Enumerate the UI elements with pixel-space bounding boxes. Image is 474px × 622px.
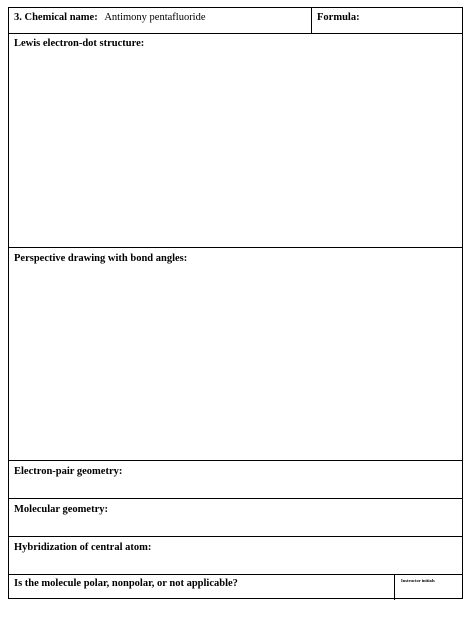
- chemical-name-value: Antimony pentafluoride: [104, 12, 206, 23]
- formula-label: Formula:: [317, 12, 360, 23]
- number-name-label: 3. Chemical name:: [14, 12, 98, 23]
- lewis-structure-box[interactable]: [9, 34, 462, 248]
- hybridization-box[interactable]: [9, 537, 462, 575]
- chemical-name-label: [14, 12, 206, 23]
- polarity-question: Is the molecule polar, nonpolar, or not applicable?: [14, 578, 238, 589]
- molecular-geometry-label: Molecular geometry:: [14, 504, 108, 515]
- electron-pair-geometry-box[interactable]: [9, 461, 462, 499]
- worksheet-table: [8, 7, 463, 599]
- electron-pair-geometry-label: Electron-pair geometry:: [14, 466, 123, 477]
- initials-divider: [394, 575, 395, 600]
- polarity-row: [9, 575, 462, 600]
- perspective-drawing-label: Perspective drawing with bond angles:: [14, 253, 188, 264]
- perspective-drawing-box[interactable]: [9, 248, 462, 461]
- lewis-structure-label: Lewis electron-dot structure:: [14, 38, 145, 49]
- header-row: [9, 8, 462, 34]
- instructor-initials-label: Instructor initials: [401, 578, 435, 583]
- header-divider: [311, 8, 312, 33]
- molecular-geometry-box[interactable]: [9, 499, 462, 537]
- hybridization-label: Hybridization of central atom:: [14, 542, 152, 553]
